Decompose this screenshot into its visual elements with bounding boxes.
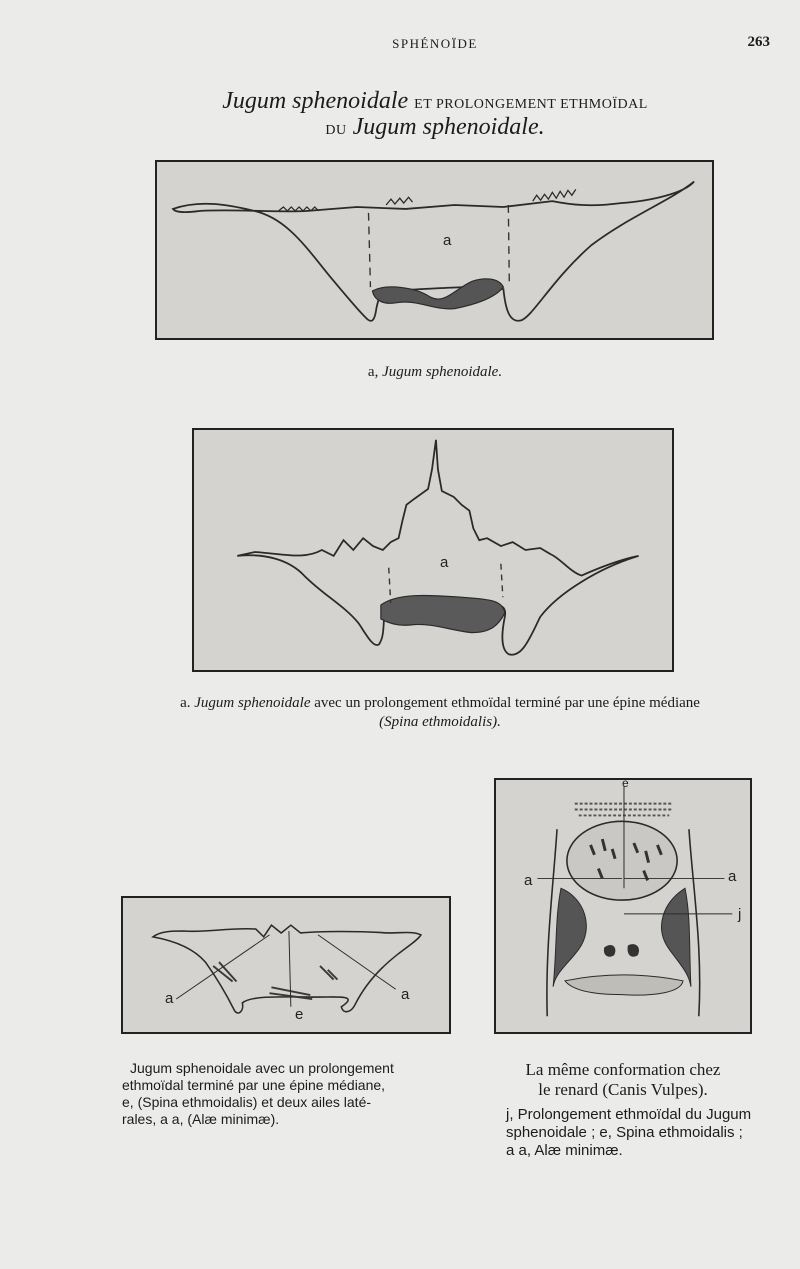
caption-line-2: (Spina ethmoidalis). (379, 714, 501, 730)
dark-side-right (662, 888, 691, 986)
label-a-right: a (728, 868, 737, 885)
figure-3-caption (122, 1060, 452, 1128)
section-title-line-2 (0, 114, 800, 141)
bone-outline (153, 925, 421, 1013)
hatching (213, 962, 337, 999)
dark-side-left (553, 888, 586, 986)
figure-4-title-line: le renard (Canis Vulpes). (538, 1080, 708, 1099)
label-a: a (443, 232, 452, 249)
boundary-line-left (369, 213, 371, 287)
caption-line: Jugum sphenoidale avec un prolongement (130, 1060, 394, 1076)
figure-4-title-line: La même conformation chez (525, 1060, 721, 1079)
label-e: e (622, 778, 629, 790)
figure-1-jugum-sphenoidale (155, 160, 714, 340)
shaded-ridge (381, 595, 505, 632)
caption-term: Jugum sphenoidale (194, 695, 311, 711)
figure-1-drawing (157, 162, 712, 338)
figure-2-drawing (194, 430, 672, 670)
caption-line: e, (Spina ethmoidalis) et deux ailes laté- (122, 1094, 372, 1110)
caption-line: ethmoïdal terminé par une épine médiane, (122, 1077, 386, 1093)
page-number: 263 (747, 34, 770, 50)
boundary-line-left (389, 568, 391, 603)
caption-letter: a. (180, 695, 195, 711)
caption-line: j, Prolongement ethmoïdal du Jugum (506, 1106, 752, 1123)
title-rest: ET PROLONGEMENT ETHMOÏDAL (414, 97, 648, 112)
running-head: SPHÉNOÏDE (392, 36, 478, 51)
figure-3-drawing (123, 898, 449, 1032)
label-e: e (295, 1006, 304, 1023)
caption-line-1 (120, 694, 760, 713)
figure-2-ethmoidal-prolongation (192, 428, 674, 672)
label-a-left: a (524, 872, 533, 889)
caption-term: Jugum sphenoidale. (382, 364, 503, 380)
figure-4-caption (506, 1106, 766, 1160)
figure-4-title (486, 1060, 760, 1100)
figure-3-spina-ethmoidalis (121, 896, 451, 1034)
title-term: Jugum sphenoidale. (352, 114, 545, 140)
figure-1-caption (235, 364, 635, 381)
small-foramina (604, 944, 639, 957)
caption-text: avec un prolongement ethmoïdal terminé par une épine médiane (310, 695, 700, 711)
lower-plate (565, 975, 683, 995)
caption-line: rales, a a, (Alæ minimæ). (122, 1111, 280, 1127)
section-title-line-1 (0, 88, 800, 115)
figure-2-caption (120, 694, 760, 732)
caption-letter: a, (367, 364, 383, 380)
label-j: j (738, 906, 742, 923)
label-a-left: a (165, 990, 174, 1007)
title-term: Jugum sphenoidale (222, 88, 409, 114)
caption-line: sphenoidale ; e, Spina ethmoidalis ; (506, 1124, 743, 1141)
label-a: a (440, 554, 449, 571)
round-body (567, 821, 677, 900)
boundary-line-right (508, 205, 509, 283)
shaded-ridge (372, 279, 503, 309)
boundary-line-right (501, 564, 503, 597)
caption-line: a a, Alæ minimæ. (506, 1142, 623, 1159)
label-a-right: a (401, 986, 410, 1003)
title-prefix: DU (325, 123, 347, 138)
figure-4-drawing (496, 780, 750, 1032)
pointer-line-a-right (318, 935, 396, 989)
figure-4-fox-sphenoid (494, 778, 752, 1034)
